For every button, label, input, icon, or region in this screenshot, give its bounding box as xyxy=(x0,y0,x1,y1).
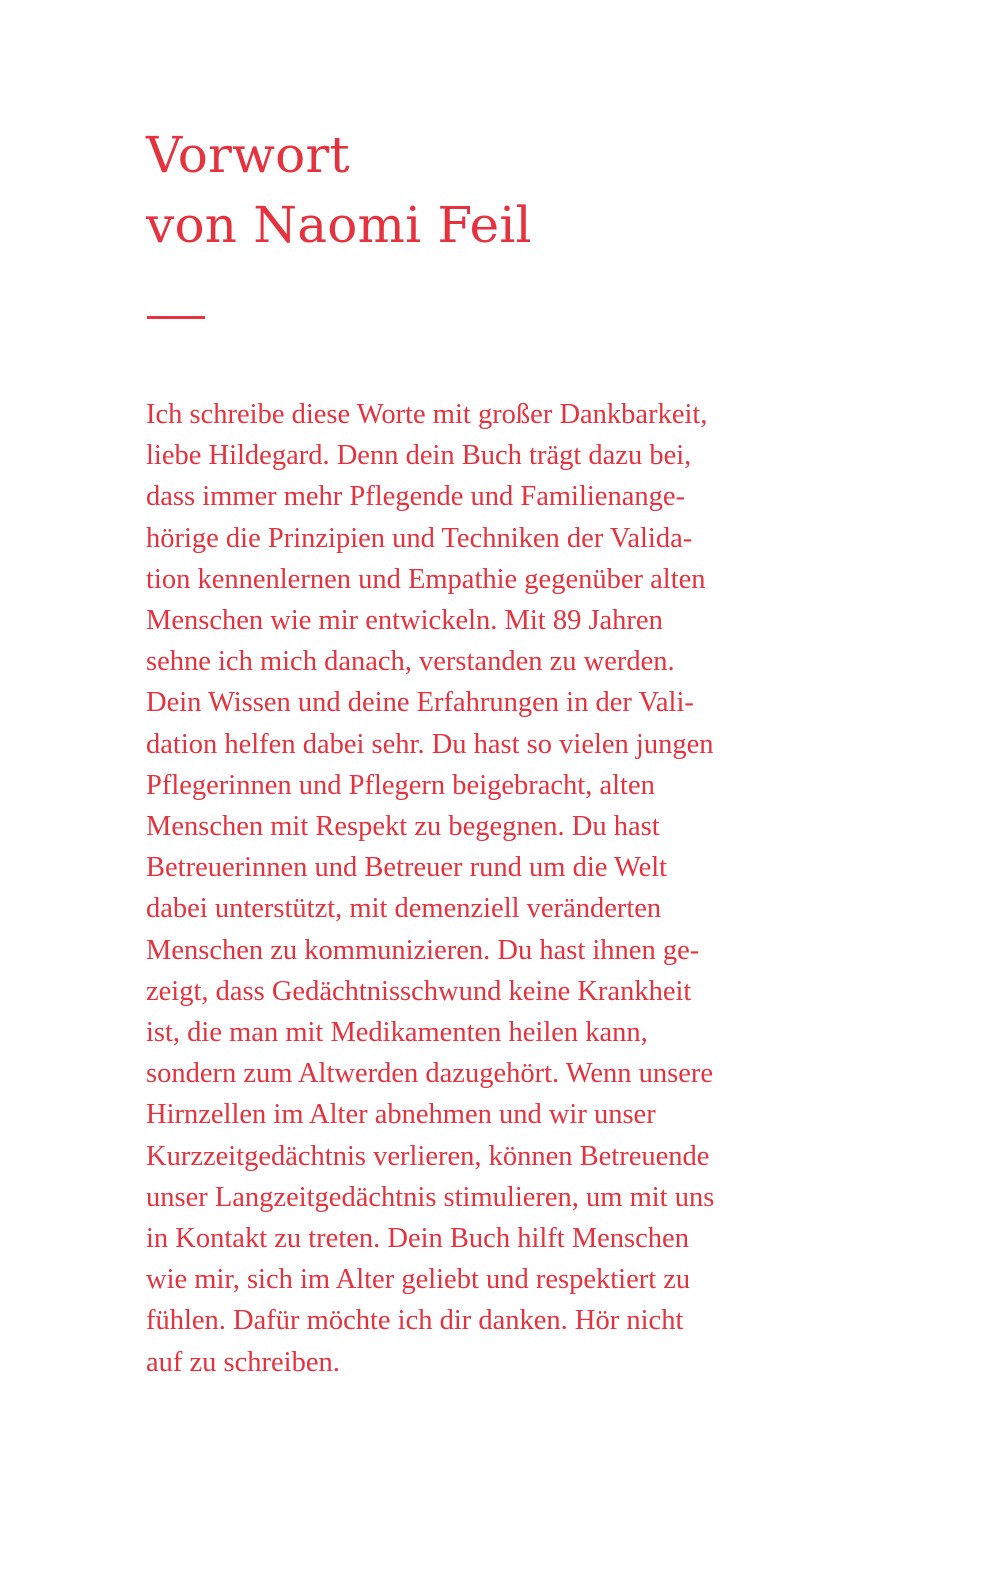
body-line: Betreuerinnen und Betreuer rund um die Welt xyxy=(146,852,668,884)
body-line: wie mir, sich im Alter geliebt und respektiert zu xyxy=(146,1264,691,1296)
body-line: Hirnzellen im Alter abnehmen und wir unser xyxy=(146,1099,656,1131)
body-line: ist, die man mit Medikamenten heilen kann, xyxy=(146,1017,648,1049)
body-line: dabei unterstützt, mit demenziell veränderten xyxy=(146,893,662,925)
body-line: zeigt, dass Gedächtnisschwund keine Krankheit xyxy=(146,975,692,1007)
body-line: Ich schreibe diese Worte mit großer Dankbarkeit, xyxy=(146,399,708,430)
chapter-title-line-1: Vorwort xyxy=(146,126,350,184)
foreword-body xyxy=(146,394,836,1383)
body-line: dass immer mehr Pflegende und Familienange- xyxy=(146,481,685,513)
body-line: sondern zum Altwerden dazugehört. Wenn unsere xyxy=(146,1058,714,1090)
body-line: auf zu schreiben. xyxy=(146,1346,340,1378)
body-line: liebe Hildegard. Denn dein Buch trägt dazu bei, xyxy=(146,440,692,472)
body-line: Menschen wie mir entwickeln. Mit 89 Jahren xyxy=(146,605,663,637)
chapter-title-line-2: von Naomi Feil xyxy=(146,196,532,254)
chapter-title xyxy=(146,120,532,260)
body-line: dation helfen dabei sehr. Du hast so vielen jungen xyxy=(146,728,714,760)
body-line: unser Langzeitgedächtnis stimulieren, um mit uns xyxy=(146,1181,715,1213)
body-line: Dein Wissen und deine Erfahrungen in der Vali- xyxy=(146,687,694,719)
body-line: tion kennenlernen und Empathie gegenüber alten xyxy=(146,563,706,595)
body-line: fühlen. Dafür möchte ich dir danken. Hör nicht xyxy=(146,1305,684,1337)
body-line: hörige die Prinzipien und Techniken der Valida- xyxy=(146,522,693,554)
body-line: Menschen mit Respekt zu begegnen. Du hast xyxy=(146,811,660,843)
title-divider xyxy=(147,316,205,319)
body-line: sehne ich mich danach, verstanden zu werden. xyxy=(146,646,675,678)
body-line: Menschen zu kommunizieren. Du hast ihnen ge- xyxy=(146,934,700,966)
body-line: Pflegerinnen und Pflegern beigebracht, alten xyxy=(146,769,655,801)
body-line: Kurzzeitgedächtnis verlieren, können Betreuende xyxy=(146,1140,710,1172)
body-line: in Kontakt zu treten. Dein Buch hilft Menschen xyxy=(146,1223,689,1255)
